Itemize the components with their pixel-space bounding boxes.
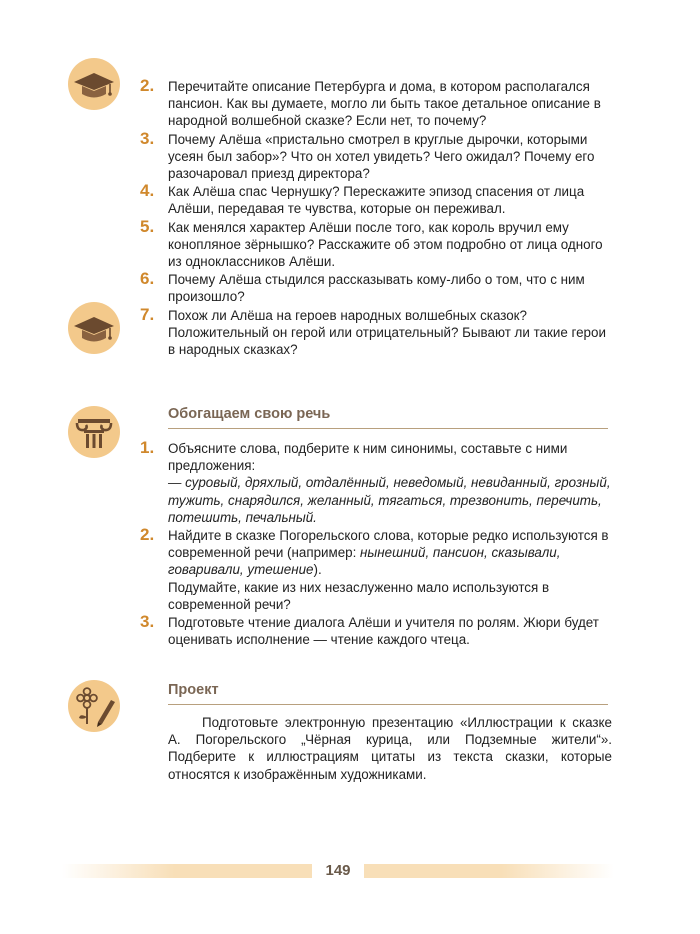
- question-list-top: [140, 78, 615, 359]
- footer-bar-right: [364, 864, 614, 878]
- question-item: [140, 216, 615, 271]
- question-number: 2.: [140, 525, 155, 545]
- question-number: 5.: [140, 216, 155, 236]
- question-number: 4.: [140, 181, 155, 201]
- question-text: Как Алёша спас Чернушку? Перескажите эпизод спасения от лица Алёши, передавая те чувства, которые он переживал.: [168, 184, 585, 217]
- question-text: Объясните слова, подберите к ним синонимы, составьте с ними предложения:: [168, 441, 568, 474]
- question-text: Найдите в сказке Погорельского слова, которые редко используются в современной речи (например:: [168, 528, 609, 561]
- flower-pencil-icon: [68, 680, 120, 732]
- footer-bar-left: [62, 864, 312, 878]
- example-words: нынешний, пансион, сказывали, говаривали, утешение: [168, 545, 561, 578]
- question-number: 2.: [140, 76, 155, 95]
- question-item: [140, 78, 615, 130]
- column-capital-icon: [68, 406, 120, 458]
- question-text: Почему Алёша «пристально смотрел в круглые дырочки, которыми усеян был забор»? Что он хотел увидеть? Чего ожидал? Почему его разочаровал приезд директора?: [168, 131, 595, 182]
- question-item: [140, 614, 615, 648]
- question-number: 1.: [140, 438, 155, 457]
- project-description: Подготовьте электронную презентацию «Иллюстрации к сказке А. Погорельского „Чёрная курица, или Подземные жители“». Подберите к иллюстрациям цитаты из текста сказки, которые относятся к изображённым художниками.: [168, 715, 612, 782]
- graduation-cap-icon: [68, 302, 120, 354]
- question-item: [140, 128, 615, 183]
- question-text-continued: Подумайте, какие из них незаслуженно мало используются в современной речи?: [168, 579, 550, 612]
- question-text: Перечитайте описание Петербурга и дома, в котором располагался пансион. Как вы думаете, могло ли быть такое детальное описание в народной волшебной сказке? Если нет, то почему?: [168, 79, 601, 129]
- question-text: Похож ли Алёша на героев народных волшебных сказок? Положительный он герой или отрицательный? Бывают ли такие герои в народных сказках?: [168, 307, 606, 358]
- graduation-cap-icon: [68, 58, 120, 110]
- question-item: [140, 183, 615, 217]
- question-text-end: ).: [313, 562, 322, 578]
- question-number: 3.: [140, 128, 155, 148]
- section-heading-project: Проект: [168, 682, 608, 705]
- question-item: [140, 271, 615, 305]
- question-item: [140, 304, 615, 359]
- section-heading-speech: Обогащаем свою речь: [168, 406, 608, 429]
- question-number: 7.: [140, 304, 155, 324]
- question-item: [140, 440, 615, 526]
- question-item: [140, 527, 615, 613]
- question-text: Как менялся характер Алёши после того, как король вручил ему конопляное зёрнышко? Расскажите об этом подробно от лица одного из одноклассников Алёши.: [168, 219, 603, 270]
- question-number: 6.: [140, 269, 155, 289]
- question-list-speech: [140, 440, 615, 649]
- question-text: Почему Алёша стыдился рассказывать кому-либо о том, что с ним произошло?: [168, 272, 585, 305]
- word-list: — суровый, дряхлый, отдалённый, неведомый, невиданный, грозный, тужить, снарядился, желанный, тягаться, трезвонить, перечить, потешить, печальный.: [168, 475, 611, 525]
- question-number: 3.: [140, 612, 155, 632]
- question-text: Подготовьте чтение диалога Алёши и учителя по ролям. Жюри будет оценивать исполнение — чтение каждого чтеца.: [168, 615, 599, 648]
- page-number: 149: [325, 862, 351, 879]
